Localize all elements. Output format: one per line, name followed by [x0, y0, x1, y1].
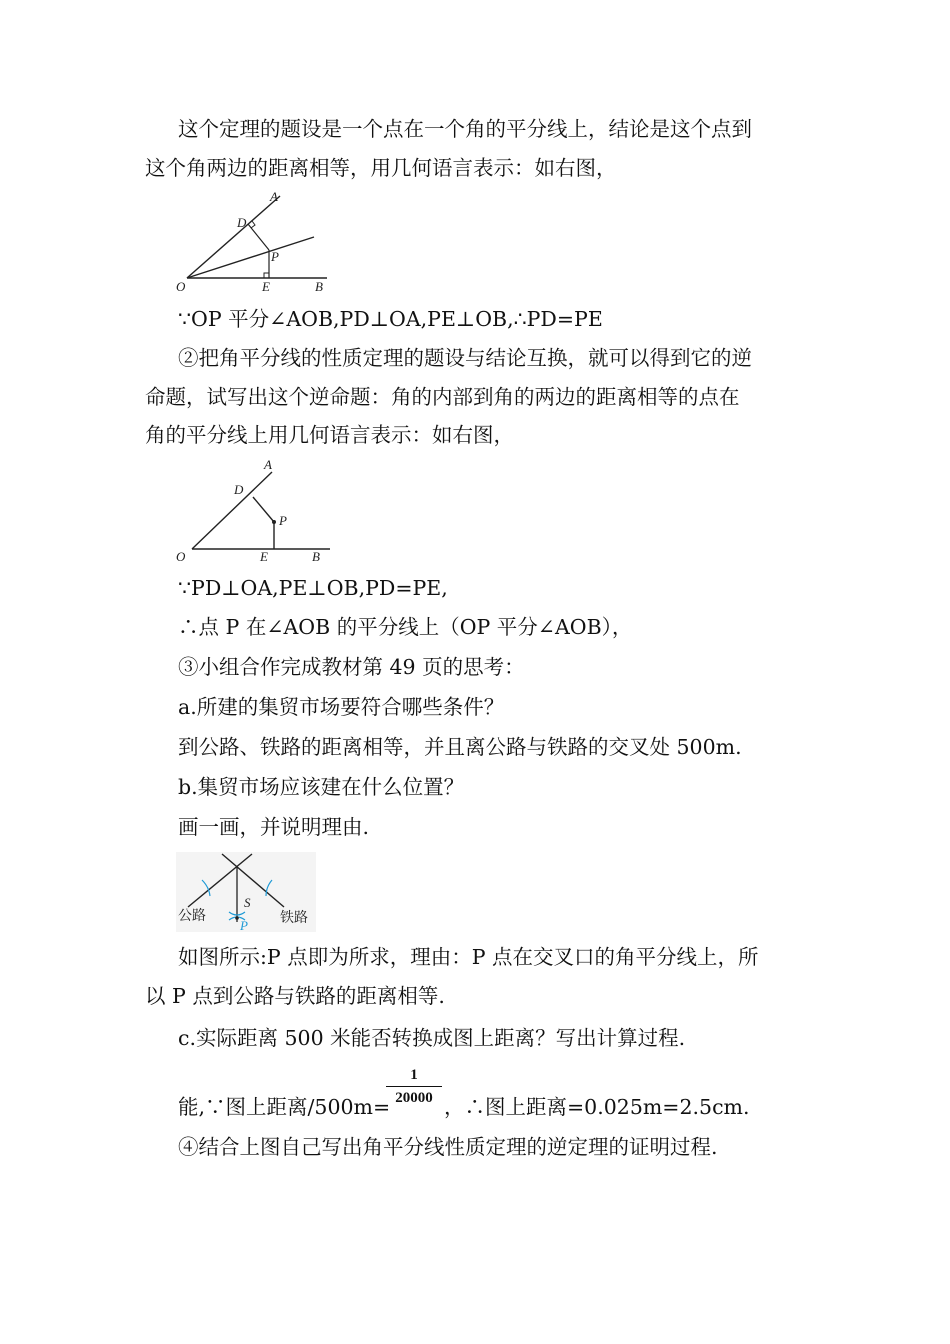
text-line-16: c.实际距离 500 米能否转换成图上距离？写出计算过程.	[178, 1026, 686, 1050]
figure-road-railway	[176, 852, 316, 932]
text-line-9: ③小组合作完成教材第 49 页的思考：	[178, 655, 525, 679]
label-railway: 铁路	[280, 911, 308, 926]
calc-line-before: 能,∵图上距离/500m=	[178, 1095, 391, 1119]
label-a: A	[264, 457, 272, 472]
text-line-6: 角的平分线上用几何语言表示：如右图，	[145, 423, 514, 447]
text-line-14: 如图所示:P 点即为所求，理由：P 点在交叉口的角平分线上，所	[178, 945, 759, 969]
figure-angle-bisector	[172, 190, 332, 298]
label-d: D	[234, 482, 244, 497]
fraction-scale	[386, 1066, 442, 1107]
fraction-denominator: 20000	[395, 1090, 433, 1106]
text-line-1: 这个定理的题设是一个点在一个角的平分线上，结论是这个点到	[178, 117, 752, 141]
text-line-8: ∴点 P 在∠AOB 的平分线上（OP 平分∠AOB），	[178, 615, 633, 639]
label-o: O	[176, 279, 186, 294]
text-line-15: 以 P 点到公路与铁路的距离相等.	[145, 984, 445, 1008]
ray-oa	[187, 196, 280, 278]
label-a: A	[270, 190, 278, 204]
label-e: E	[260, 549, 268, 564]
figure-converse	[172, 454, 332, 564]
label-p: P	[240, 918, 248, 932]
text-line-2: 这个角两边的距离相等，用几何语言表示：如右图，	[145, 156, 617, 180]
label-d: D	[237, 215, 247, 230]
calc-line-after: ，∴图上距离=0.025m=2.5cm.	[444, 1095, 750, 1119]
label-p: P	[279, 513, 287, 528]
text-line-12: b.集贸市场应该建在什么位置？	[178, 775, 465, 799]
segment-pd	[253, 497, 274, 522]
figure-2-svg	[172, 454, 332, 564]
text-line-17: ④结合上图自己写出角平分线性质定理的逆定理的证明过程.	[178, 1135, 718, 1159]
text-line-13: 画一画，并说明理由.	[178, 815, 370, 839]
fraction-numerator: 1	[386, 1066, 442, 1087]
text-line-5: 命题，试写出这个逆命题：角的内部到角的两边的距离相等的点在	[145, 385, 740, 409]
text-line-3: ∵OP 平分∠AOB,PD⊥OA,PE⊥OB,∴PD=PE	[178, 307, 603, 331]
label-p: P	[271, 249, 279, 264]
label-b: B	[312, 549, 320, 564]
text-line-10: a.所建的集贸市场要符合哪些条件？	[178, 695, 505, 719]
text-line-7: ∵PD⊥OA,PE⊥OB,PD=PE,	[178, 576, 448, 600]
figure-1-svg	[172, 190, 332, 298]
text-line-11: 到公路、铁路的距离相等，并且离公路与铁路的交叉处 500m.	[178, 735, 742, 759]
point-p	[235, 916, 239, 920]
point-p	[272, 520, 276, 524]
label-b: B	[315, 279, 323, 294]
label-o: O	[176, 549, 186, 564]
ray-oa	[192, 472, 272, 549]
label-e: E	[262, 279, 270, 294]
text-line-4: ②把角平分线的性质定理的题设与结论互换，就可以得到它的逆	[178, 346, 752, 370]
figure-3-svg	[176, 852, 316, 932]
railway-line	[222, 854, 284, 907]
right-angle-mark-d	[251, 221, 255, 228]
right-angle-mark-e	[264, 273, 269, 278]
label-s: S	[244, 895, 251, 910]
label-road: 公路	[178, 909, 206, 924]
ray-op	[187, 237, 314, 278]
road-line	[188, 854, 252, 907]
